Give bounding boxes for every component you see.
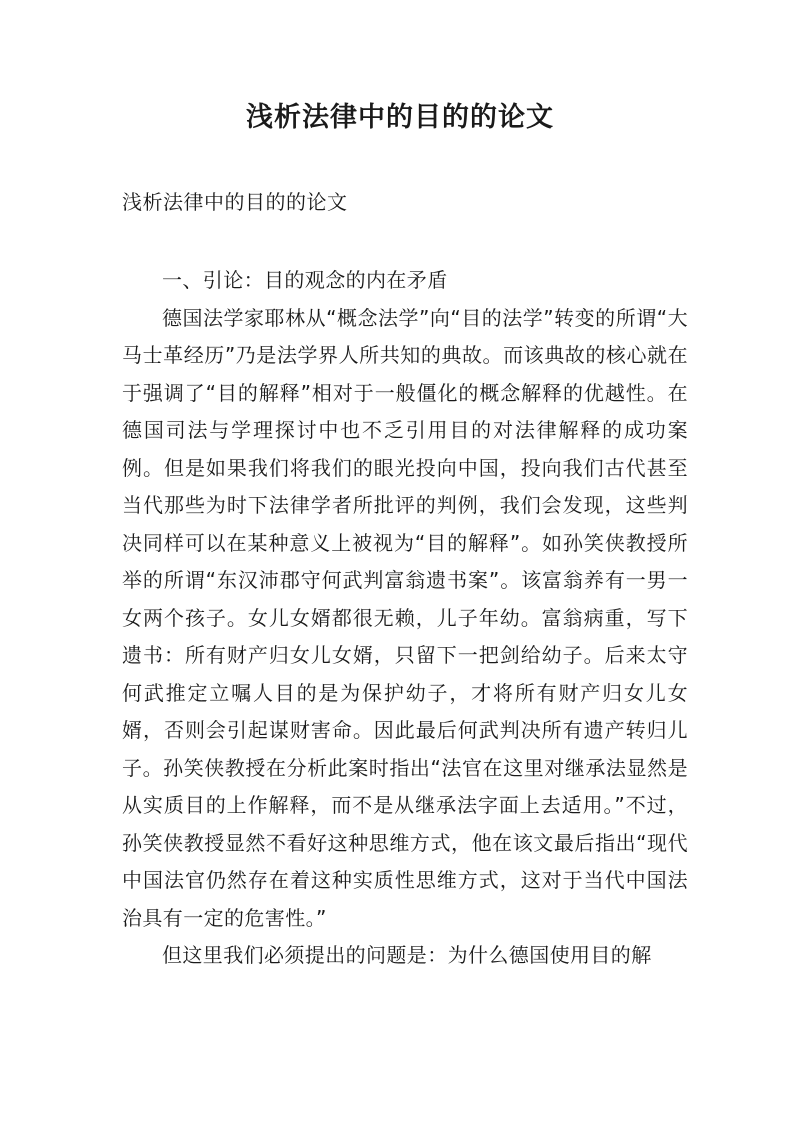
section-heading: 一、引论：目的观念的内在矛盾 <box>162 268 448 292</box>
document-title: 浅析法律中的目的的论文 <box>246 102 554 133</box>
document-subtitle: 浅析法律中的目的的论文 <box>122 190 348 214</box>
document-body <box>122 262 688 975</box>
body-paragraph: 德国法学家耶林从“概念法学”向“目的法学”转变的所谓“大马士革经历”乃是法学界人所共知的典故。而该典故的核心就在于强调了“目的解释”相对于一般僵化的概念解释的优越性。在德国司法与学理探讨中也不乏引用目的对法律解释的成功案例。但是如果我们将我们的眼光投向中国，投向我们古代甚至当代那些为时下法律学者所批评的判例，我们会发现，这些判决同样可以在某种意义上被视为“目的解释”。如孙笑侠教授所举的所谓“东汉沛郡守何武判富翁遗书案”。该富翁养有一男一女两个孩子。女儿女婿都很无赖，儿子年幼。富翁病重，写下遗书：所有财产归女儿女婿，只留下一把剑给幼子。后来太守何武推定立嘱人目的是为保护幼子，才将所有财产归女儿女婿，否则会引起谋财害命。因此最后何武判决所有遗产转归儿子。孙笑侠教授在分析此案时指出“法官在这里对继承法显然是从实质目的上作解释，而不是从继承法字面上去适用。”不过，孙笑侠教授显然不看好这种思维方式，他在该文最后指出“现代中国法官仍然存在着这种实质性思维方式，这对于当代中国法治具有一定的危害性。” <box>122 305 688 930</box>
body-paragraph: 但这里我们必须提出的问题是：为什么德国使用目的解 <box>162 943 652 967</box>
